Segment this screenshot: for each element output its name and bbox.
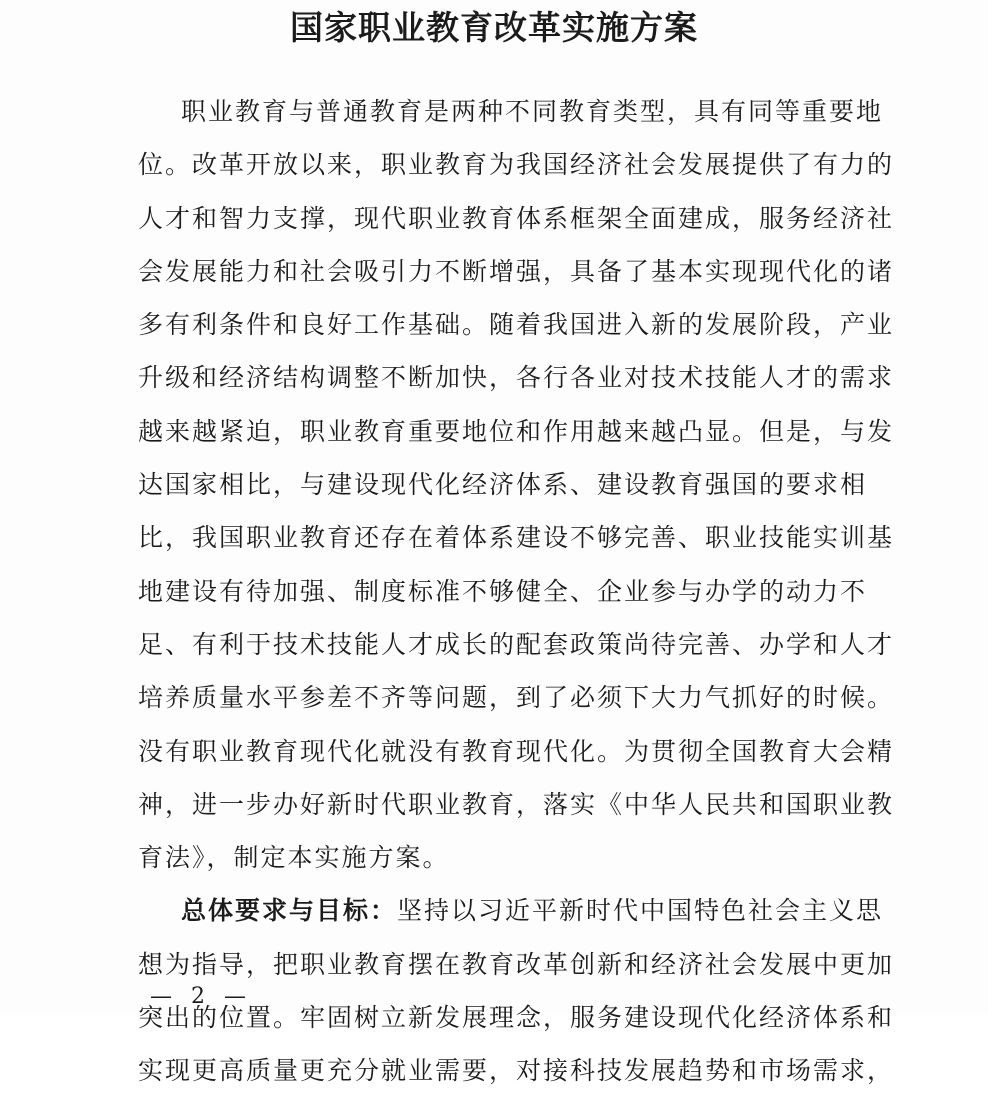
document-body [138, 92, 895, 1105]
paragraph-1-line-14: 神，进一步办好新时代职业教育，落实《中华人民共和国职业教 [138, 789, 895, 819]
document-title: 国家职业教育改革实施方案 [290, 8, 698, 47]
paragraph-1-line-2: 位。改革开放以来，职业教育为我国经济社会发展提供了有力的 [138, 150, 895, 180]
paragraph-1-line-3: 人才和智力支撑，现代职业教育体系框架全面建成，服务经济社 [138, 203, 895, 233]
paragraph-1-line-1: 职业教育与普通教育是两种不同教育类型，具有同等重要地 [181, 97, 884, 126]
paragraph-2-line-1-text: 坚持以习近平新时代中国特色社会主义思 [397, 896, 884, 926]
paragraph-1-line-9: 比，我国职业教育还存在着体系建设不够完善、职业技能实训基 [138, 523, 895, 553]
paragraph-1-line-12: 培养质量水平参差不齐等问题，到了必须下大力气抓好的时候。 [138, 683, 895, 713]
paragraph-1-line-6: 升级和经济结构调整不断加快，各行各业对技术技能人才的需求 [138, 363, 895, 393]
paragraph-1-line-4: 会发展能力和社会吸引力不断增强，具备了基本实现现代化的诸 [138, 256, 895, 286]
paragraph-1-line-10: 地建设有待加强、制度标准不够健全、企业参与办学的动力不 [138, 576, 868, 606]
paragraph-1-line-11: 足、有利于技术技能人才成长的配套政策尚待完善、办学和人才 [138, 629, 895, 659]
paragraph-1-line-15: 育法》，制定本实施方案。 [138, 843, 450, 873]
paragraph-1-line-7: 越来越紧迫，职业教育重要地位和作用越来越凸显。但是，与发 [138, 416, 895, 446]
page-number: — 2 — [150, 984, 252, 1009]
paragraph-2-line-2: 想为指导，把职业教育摆在教育改革创新和经济社会发展中更加 [138, 949, 895, 979]
paragraph-1-line-8: 达国家相比，与建设现代化经济体系、建设教育强国的要求相 [138, 470, 868, 500]
section-heading: 总体要求与目标： [181, 896, 398, 926]
paragraph-1-line-13: 没有职业教育现代化就没有教育现代化。为贯彻全国教育大会精 [138, 736, 895, 766]
paragraph-2-line-1 [138, 891, 884, 944]
paragraph-1-line-5: 多有利条件和良好工作基础。随着我国进入新的发展阶段，产业 [138, 310, 895, 340]
paragraph-2-line-4: 实现更高质量更充分就业需要，对接科技发展趋势和市场需求， [138, 1056, 895, 1086]
paragraph-2-line-3: 突出的位置。牢固树立新发展理念，服务建设现代化经济体系和 [138, 1003, 895, 1033]
